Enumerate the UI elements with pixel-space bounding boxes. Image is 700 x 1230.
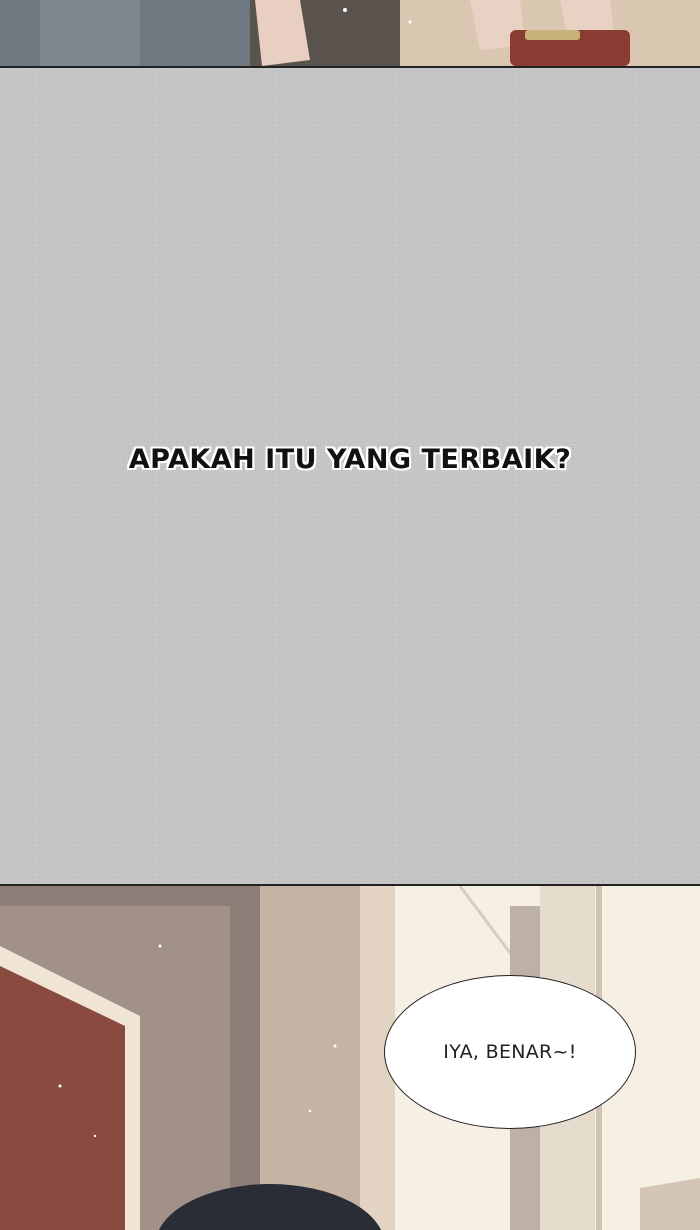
narration-caption: APAKAH ITU YANG TERBAIK?	[128, 444, 572, 475]
bottom-panel-illustration	[0, 884, 700, 1230]
top-panel-illustration	[0, 0, 700, 68]
speech-bubble-text: IYA, BENAR~!	[443, 1041, 577, 1063]
paper-texture	[0, 68, 700, 884]
speech-bubble	[384, 975, 636, 1129]
top-panel-art	[0, 0, 700, 66]
caption-panel	[0, 68, 700, 884]
